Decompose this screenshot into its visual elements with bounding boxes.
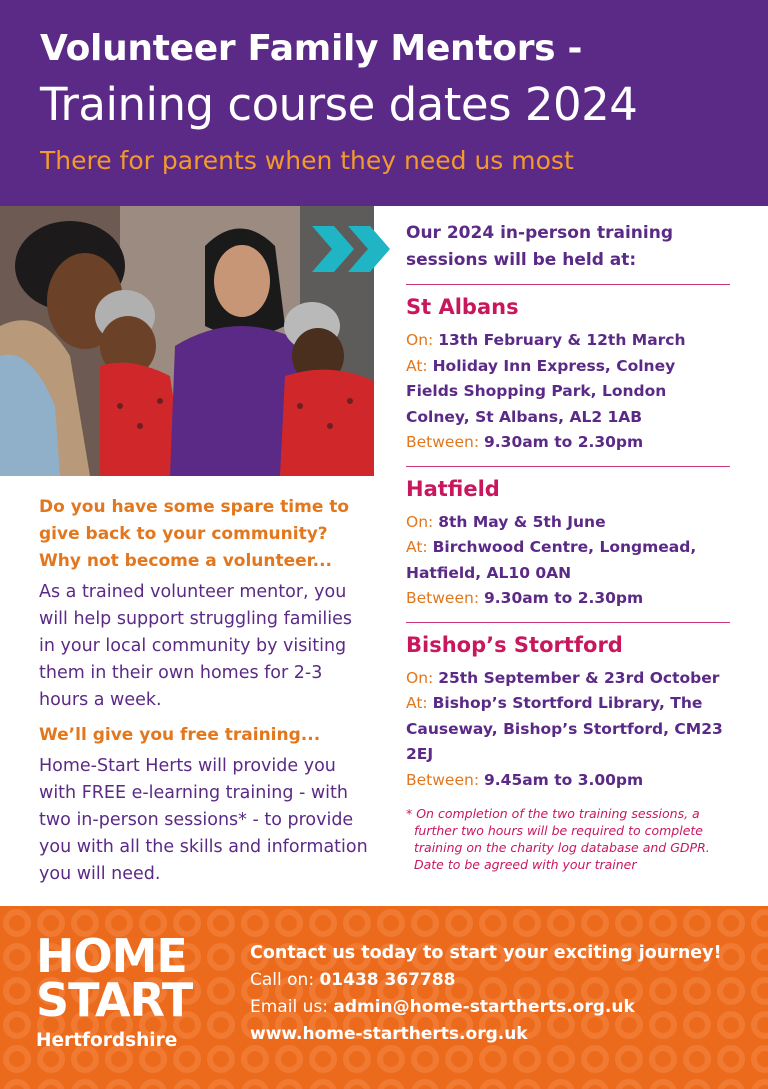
at-label: At: [406,694,428,712]
logo-start: START [36,973,193,1027]
logo-hertfordshire: Hertfordshire [36,1030,178,1051]
on-label: On: [406,331,434,349]
home-start-logo [36,929,196,1051]
page-title-line2: Training course dates 2024 [40,78,638,131]
mentor-description: As a trained volunteer mentor, you will help support struggling families in your local community by visiting them in their own homes for 2-3 hours a week. [39,582,352,710]
footnote: * On completion of the two training sessions, a further two hours will be required to complete training on the charity log database and GDPR. Date to be agreed with your trainer [406,806,710,872]
email-label: Email us: [250,997,328,1017]
phone-link[interactable]: 01438 367788 [319,970,456,990]
page-title-line1: Volunteer Family Mentors - [40,28,583,69]
phone-line [250,967,740,994]
location-hatfield [406,475,730,612]
logo-word-home: HOME [36,929,187,983]
dates-value: 8th May & 5th June [438,512,606,531]
email-line [250,994,740,1021]
venue-value: Bishop’s Stortford Library, The Causeway, Bishop’s Stortford, CM23 2EJ [406,694,723,763]
website-line [250,1021,740,1048]
venue-value: Holiday Inn Express, Colney Fields Shopping Park, London Colney, St Albans, AL2 1AB [406,356,676,426]
between-label: Between: [406,433,480,451]
location-name: St Albans [406,295,519,319]
location-name: Bishop’s Stortford [406,632,623,657]
call-label: Call on: [250,970,315,990]
venue-value: Birchwood Centre, Longmead, Hatfield, AL10 0AN [406,538,697,582]
training-description: Home-Start Herts will provide you with FREE e-learning training - with two in-person sessions* - to provide you with all the skills and information you will need. [39,756,368,884]
dates-value: 25th September & 23rd October [438,668,720,687]
chevron-right-icon [312,226,392,272]
volunteer-info [39,494,369,888]
divider [406,466,730,467]
between-label: Between: [406,589,480,607]
at-label: At: [406,356,428,375]
header-banner [0,0,768,206]
volunteer-question: Do you have some spare time to give back to your community? Why not become a volunteer... [39,497,350,571]
logo-home [36,929,196,983]
contact-details [250,940,740,1048]
location-bishops-stortford [406,631,730,794]
on-label: On: [406,512,434,531]
training-locations [406,220,730,873]
location-name: Hatfield [406,476,500,501]
email-link[interactable]: admin@home-startherts.org.uk [333,997,635,1017]
time-value: 9.45am to 3.00pm [483,770,644,789]
contact-heading: Contact us today to start your exciting journey! [250,943,722,963]
at-label: At: [406,538,428,556]
training-heading: We’ll give you free training... [39,725,321,745]
dates-value: 13th February & 12th March [438,331,686,349]
time-value: 9.30am to 2.30pm [483,433,644,451]
divider [406,284,730,285]
on-label: On: [406,668,434,687]
page-subtitle: There for parents when they need us most [40,146,574,175]
divider [406,622,730,623]
time-value: 9.30am to 2.30pm [483,589,644,607]
between-label: Between: [406,770,480,789]
location-st-albans [406,293,730,456]
website-link[interactable]: www.home-startherts.org.uk [250,1024,528,1044]
locations-intro: Our 2024 in-person training sessions will be held at: [406,223,673,270]
